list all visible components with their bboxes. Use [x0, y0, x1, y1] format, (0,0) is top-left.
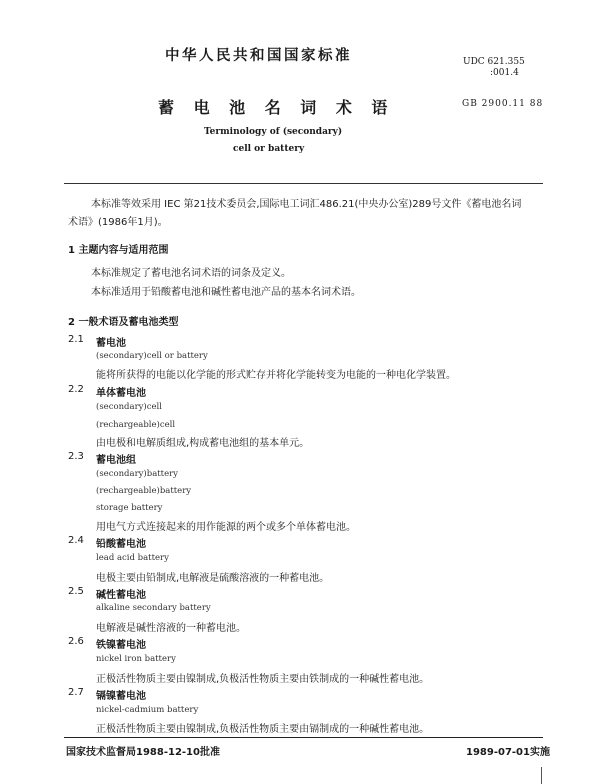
section-1-paragraph-2: 本标准适用于铅酸蓄电池和碱性蓄电池产品的基本名词术语。 [91, 287, 361, 298]
term-definition: 正极活性物质主要由镍制成,负极活性物质主要由铁制成的一种碱性蓄电池。 [96, 674, 430, 685]
term-english: (secondary)battery [96, 469, 178, 479]
document-title: 蓄 电 池 名 词 术 语 [158, 98, 395, 117]
term-definition: 能将所获得的电能以化学能的形式贮存并将化学能转变为电能的一种电化学装置。 [96, 370, 456, 381]
intro-line-2: 术语》(1986年1月)。 [68, 217, 168, 228]
top-divider [64, 183, 543, 184]
english-title-line-2: cell or battery [233, 144, 305, 154]
term-number: 2.7 [68, 687, 84, 698]
term-english: nickel-cadmium battery [96, 705, 199, 715]
term-name: 碱性蓄电池 [96, 590, 146, 601]
section-1-paragraph-1: 本标准规定了蓄电池名词术语的词条及定义。 [91, 268, 291, 279]
term-name: 蓄电池 [96, 338, 126, 349]
term-number: 2.1 [68, 334, 84, 345]
term-name: 铁镍蓄电池 [96, 640, 146, 651]
term-number: 2.2 [68, 384, 84, 395]
section-2-heading: 2 一般术语及蓄电池类型 [68, 317, 179, 328]
udc-line-2: :001.4 [490, 68, 519, 78]
effective-date: 1989-07-01实施 [466, 747, 550, 758]
term-definition: 用电气方式连接起来的用作能源的两个或多个单体蓄电池。 [96, 522, 356, 533]
standard-name: 中华人民共和国国家标准 [165, 48, 352, 64]
term-name: 蓄电池组 [96, 455, 136, 466]
section-1-heading: 1 主题内容与适用范围 [68, 245, 169, 256]
term-definition: 正极活性物质主要由镍制成,负极活性物质主要由镉制成的一种碱性蓄电池。 [96, 724, 430, 735]
term-name: 镉镍蓄电池 [96, 691, 146, 702]
term-number: 2.4 [68, 535, 84, 546]
term-english: alkaline secondary battery [96, 603, 211, 613]
term-english: (secondary)cell or battery [96, 351, 208, 361]
term-english: lead acid battery [96, 553, 169, 563]
term-definition: 电极主要由铅制成,电解液是硫酸溶液的一种蓄电池。 [96, 573, 330, 584]
term-number: 2.3 [68, 451, 84, 462]
bottom-divider [64, 737, 543, 738]
term-name: 单体蓄电池 [96, 388, 146, 399]
term-name: 铅酸蓄电池 [96, 539, 146, 550]
term-english: (rechargeable)battery [96, 486, 192, 496]
udc-line-1: UDC 621.355 [463, 57, 525, 67]
udc-code [463, 57, 525, 79]
intro-line-1: 本标准等效采用 IEC 第21技术委员会,国际电工词汇486.21(中央办公室)289号文件《蓄电池名词 [91, 199, 522, 210]
term-number: 2.6 [68, 636, 84, 647]
approval-date: 国家技术监督局1988-12-10批准 [66, 747, 220, 758]
term-english: nickel iron battery [96, 654, 176, 664]
term-definition: 电解液是碱性溶液的一种蓄电池。 [96, 623, 246, 634]
term-english: storage battery [96, 503, 163, 513]
term-number: 2.5 [68, 586, 84, 597]
term-english: (rechargeable)cell [96, 420, 176, 430]
term-english: (secondary)cell [96, 402, 162, 412]
page-edge-mark [541, 767, 542, 784]
gb-number: GB 2900.11 88 [462, 99, 544, 109]
term-definition: 由电极和电解质组成,构成蓄电池组的基本单元。 [96, 438, 310, 449]
english-title-line-1: Terminology of (secondary) [204, 127, 343, 137]
